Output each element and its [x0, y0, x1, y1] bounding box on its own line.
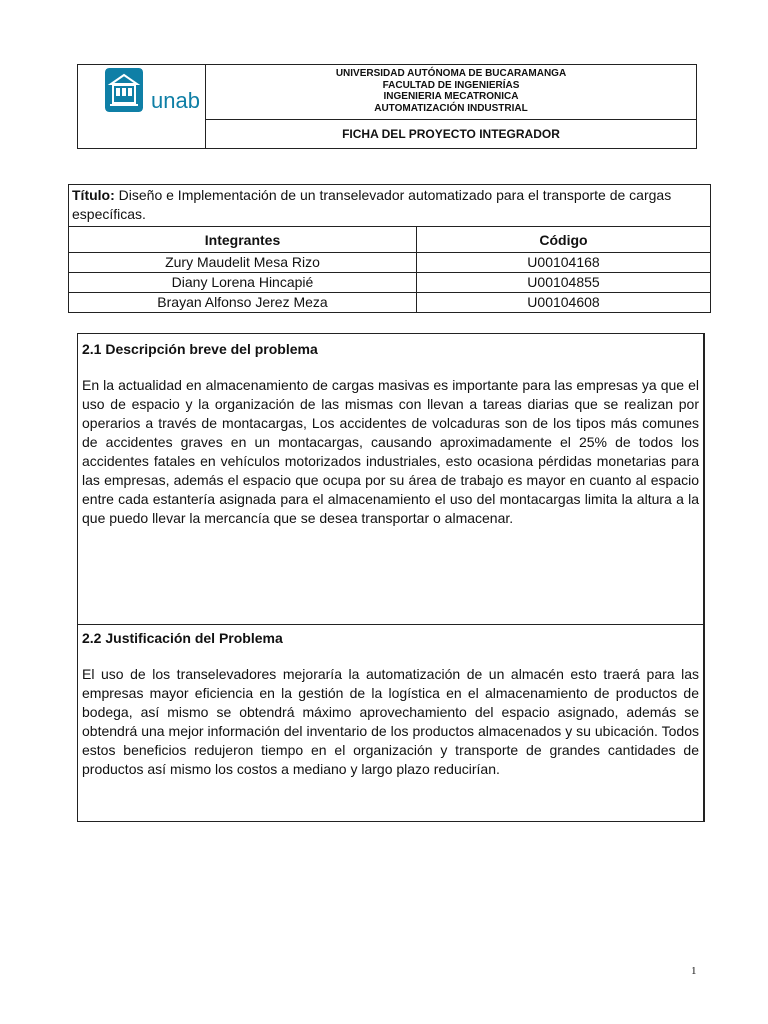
member-code: U00104855 [417, 273, 711, 293]
program-name: INGENIERIA MECATRONICA [383, 91, 519, 102]
header-table [77, 64, 697, 149]
problem-description-section [78, 334, 704, 625]
institution-cell [206, 65, 696, 120]
title-text: Diseño e Implementación de un transelevador automatizado para el transporte de cargas específicas. [72, 187, 672, 222]
problem-sections [77, 333, 705, 822]
title-label: Título: [72, 187, 115, 203]
page-number: 1 [691, 965, 697, 977]
title-row [69, 185, 711, 227]
logo-cell [78, 65, 206, 148]
table-row [69, 253, 711, 273]
member-name: Zury Maudelit Mesa Rizo [69, 253, 417, 273]
section-text: El uso de los transelevadores mejoraría la automatización de un almacén esto traerá para las empresas mayor eficiencia en la gestión de la logística en el almacenamiento de productos de bodega, así mismo se obtendrá máximo aprovechamiento del espacio asignado, además se obtendrá una mejor información del inventario de los productos almacenados y su ubicación. Todos estos beneficios redujeron tiempo en el organización y transporte de grandes cantidades de productos así mismo los costos a mediano y largo plazo reducirían. [82, 666, 699, 777]
project-title [69, 185, 711, 227]
member-code: U00104608 [417, 293, 711, 313]
faculty-name: FACULTAD DE INGENIERÍAS [382, 79, 520, 91]
unab-building-icon [105, 68, 143, 112]
column-header-members: Integrantes [69, 227, 417, 253]
form-title: FICHA DEL PROYECTO INTEGRADOR [342, 127, 560, 141]
problem-justification-section [78, 625, 704, 821]
project-team-table [68, 184, 711, 313]
table-header-row [69, 227, 711, 253]
university-name: UNIVERSIDAD AUTÓNOMA DE BUCARAMANGA [335, 68, 567, 79]
table-row [69, 293, 711, 313]
logo-text: unab [151, 88, 200, 113]
section-heading: 2.2 Justificación del Problema [82, 630, 283, 646]
column-header-code: Código [417, 227, 711, 253]
table-row [69, 273, 711, 293]
section-heading: 2.1 Descripción breve del problema [82, 341, 318, 357]
section-text: En la actualidad en almacenamiento de cargas masivas es importante para las empresas ya que el uso de espacio y la organización de las mismas con llevan a tareas diarias que se realizan por operarios a través de montacargas, Los accidentes de volcaduras son de los tipos más comunes de accidentes graves en un montacargas, causando aproximadamente el 25% de todos los accidentes fatales en vehículos motorizados industriales, esto ocasiona pérdidas monetarias para las empresas, además el espacio que ocupa por su área de trabajo es mayor en cuanto al espacio entre cada estantería asignada para el almacenamiento el uso del montacargas limita la altura a la que puedo llevar la mercancía que se desea transportar o almacenar. [82, 377, 699, 526]
member-name: Brayan Alfonso Jerez Meza [69, 293, 417, 313]
course-name: AUTOMATIZACIÓN INDUSTRIAL [374, 102, 528, 114]
member-name: Diany Lorena Hincapié [69, 273, 417, 293]
member-code: U00104168 [417, 253, 711, 273]
